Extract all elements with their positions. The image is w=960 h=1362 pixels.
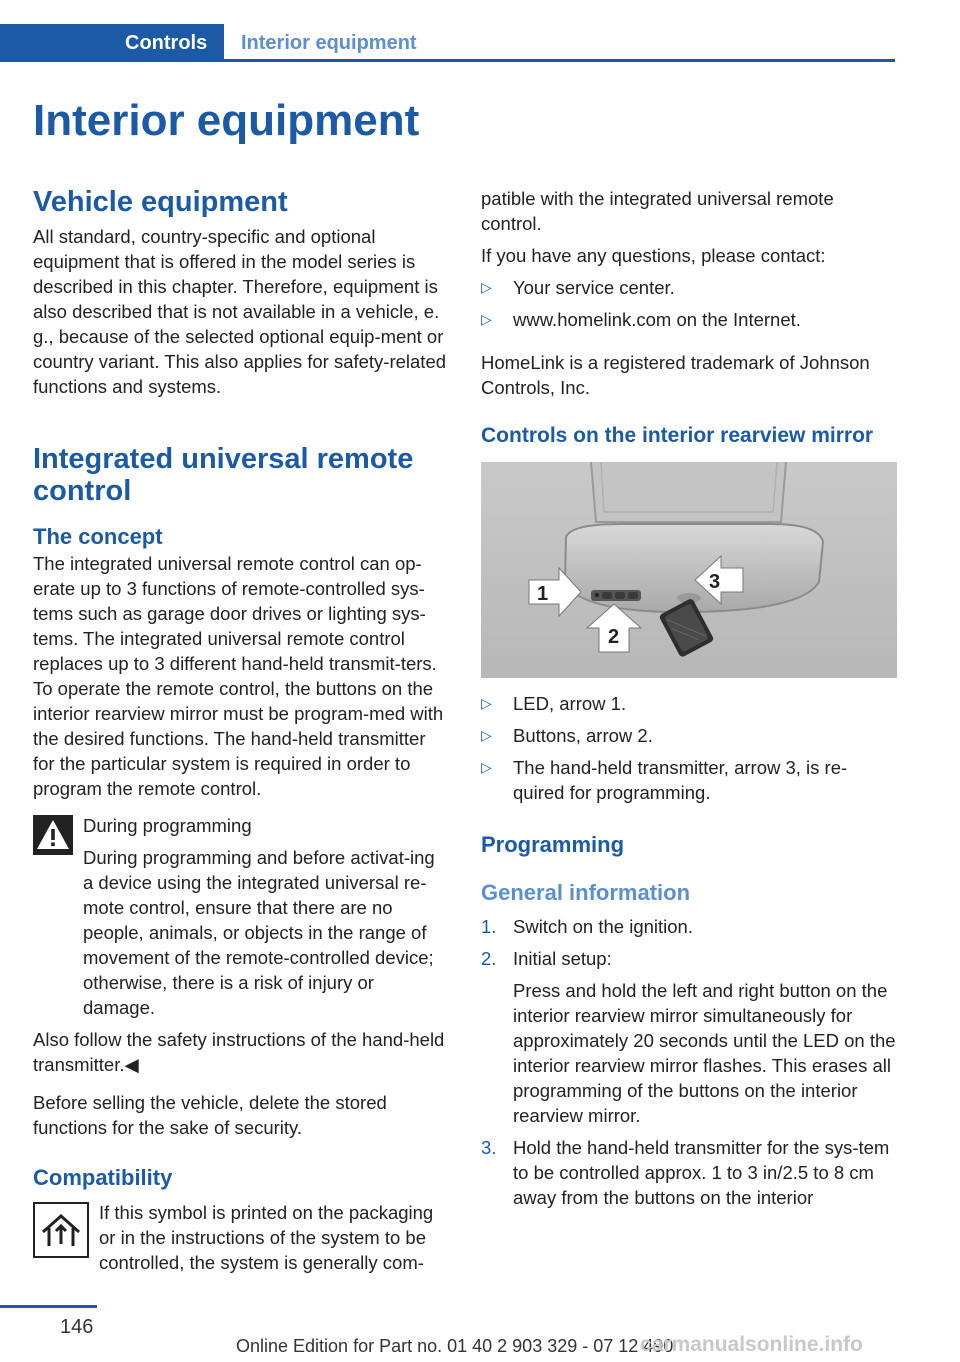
step-detail: Press and hold the left and right button on the interior rearview mirror simultaneously for approximately 20 seconds until the LED on the interior rearview mirror flashes. This erases all programming of the buttons on the interior rearview mirror.	[513, 980, 896, 1126]
homelink-icon	[33, 1202, 89, 1258]
vehicle-equipment-text: All standard, country-specific and optional equipment that is offered in the model series is described in this chapter. Therefore, equipment is also described that is not available in a vehicle, e. g., because of the selected optional equip-ment or country variant. This also applies for safety-related functions and systems.	[33, 226, 447, 397]
step-text: Hold the hand-held transmitter for the sys-tem to be controlled approx. 1 to 3 in/2.5 to 8 cm away from the buttons on the interior	[513, 1137, 890, 1208]
triangle-bullet-icon: ▷	[481, 759, 492, 775]
watermark: carmanualsonline.info	[640, 1333, 863, 1356]
warning-followup: Also follow the safety instructions of the hand-held transmitter.◀	[33, 1029, 445, 1075]
compat-text: If this symbol is printed on the packaging or in the instructions of the system to be controlled, the system is generally com-	[99, 1202, 434, 1273]
rearview-mirror-figure	[481, 462, 897, 678]
homelink-link[interactable]: www.homelink.com on the Internet.	[513, 309, 801, 330]
selling-text: Before selling the vehicle, delete the stored functions for the sake of security.	[33, 1092, 387, 1138]
vehicle-equipment-heading: Vehicle equipment	[33, 186, 288, 218]
concept-text: The integrated universal remote control can op-erate up to 3 functions of remote-controlled sys-tems such as garage door drives or lighting sys-tems. The integrated universal remote control replaces up to 3 different hand-held transmit-ters. To operate the remote control, the buttons on the interior rearview mirror must be program-med with the desired functions. The hand-held transmitter for the particular system is required in order to program the remote control.	[33, 553, 444, 799]
list-item	[481, 1135, 897, 1210]
general-info-heading: General information	[481, 880, 691, 905]
programming-steps	[481, 914, 897, 1210]
figure-label-1: 1	[537, 583, 549, 605]
page-number: 146	[60, 1316, 94, 1338]
figure-legend	[481, 691, 897, 805]
questions-text: If you have any questions, please contact:	[481, 245, 826, 266]
page-title: Interior equipment	[33, 96, 420, 145]
list-item	[481, 914, 897, 939]
list-item: ▷ Buttons, arrow 2.	[481, 725, 653, 746]
step-text: Switch on the ignition.	[513, 916, 693, 937]
list-item[interactable]	[481, 307, 897, 332]
left-column	[33, 186, 449, 1275]
remote-heading: Integrated universal remote control	[33, 443, 414, 507]
list-item	[481, 946, 897, 1128]
figure-label-3: 3	[709, 571, 721, 593]
compat-heading: Compatibility	[33, 1165, 173, 1190]
warning-title: During programming	[83, 815, 252, 836]
footer-rule	[0, 1305, 97, 1308]
compat-continued: patible with the integrated universal remote control.	[481, 188, 834, 234]
step-number: 2.	[481, 948, 497, 969]
warning-text: During programming and before activat-ing a device using the integrated universal re-mote control, ensure that there are no people, animals, or objects in the range of movement of the remote-controlled device; otherwise, there is a risk of injury or damage.	[83, 847, 435, 1018]
figure-label-2: 2	[608, 626, 620, 648]
compat-block	[33, 1200, 449, 1275]
list-item: ▷ The hand-held transmitter, arrow 3, is re-quired for programming.	[481, 757, 848, 803]
edition-text: Online Edition for Part no. 01 40 2 903 329 - 07 12 490	[236, 1336, 674, 1356]
triangle-bullet-icon: ▷	[481, 727, 492, 743]
step-number: 3.	[481, 1137, 497, 1158]
header-rule	[224, 59, 895, 62]
triangle-bullet-icon: ▷	[481, 695, 492, 711]
header-section[interactable]: Controls	[0, 24, 224, 62]
warning-icon	[33, 815, 73, 855]
contacts-list	[481, 275, 897, 332]
step-text: Initial setup:	[513, 948, 612, 969]
list-item: ▷ Your service center.	[481, 277, 675, 298]
step-number: 1.	[481, 916, 497, 937]
concept-heading: The concept	[33, 524, 163, 549]
header-subsection[interactable]: Interior equipment	[241, 32, 417, 54]
list-item: ▷ LED, arrow 1.	[481, 693, 627, 714]
warning-block	[33, 813, 449, 1020]
trademark-text: HomeLink is a registered trademark of Johnson Controls, Inc.	[481, 352, 870, 398]
controls-heading: Controls on the interior rearview mirror	[481, 424, 874, 447]
triangle-bullet-icon: ▷	[481, 279, 492, 295]
page-header	[0, 24, 895, 62]
programming-heading: Programming	[481, 832, 625, 857]
triangle-bullet-icon: ▷	[481, 311, 492, 327]
right-column	[481, 186, 897, 1210]
